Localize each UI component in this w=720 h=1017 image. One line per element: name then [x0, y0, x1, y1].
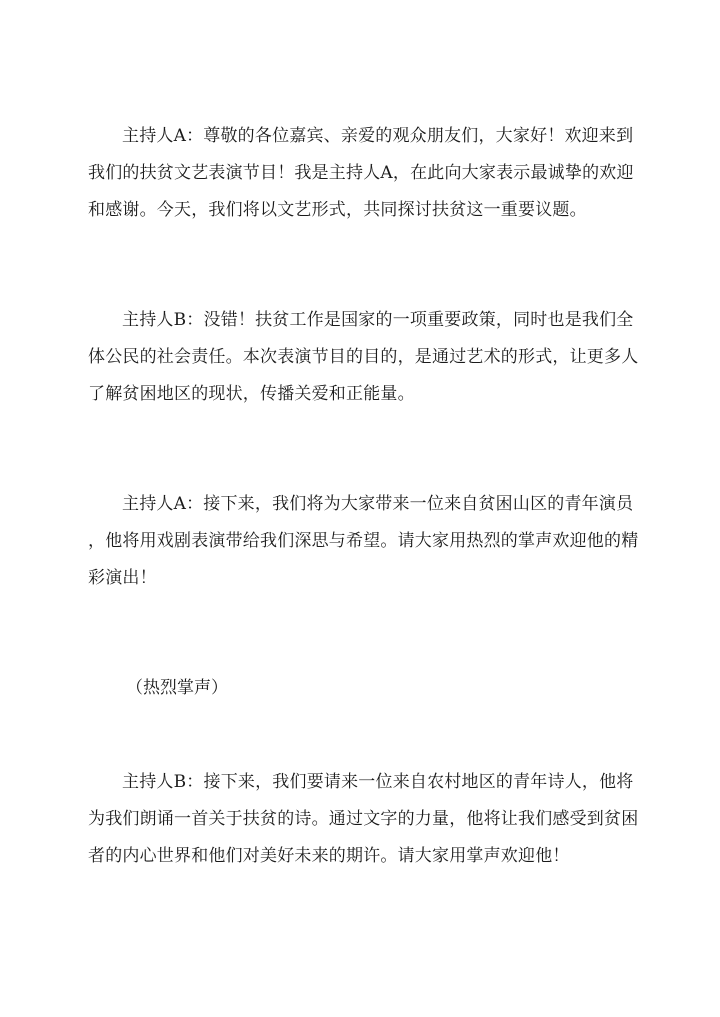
paragraph-line: 了解贫困地区的现状，传播关爱和正能量。 [88, 384, 415, 404]
paragraph-line: 为我们朗诵一首关于扶贫的诗。通过文字的力量，他将让我们感受到贫困 [88, 809, 639, 829]
paragraph-line: 我们的扶贫文艺表演节目！我是主持人A，在此向大家表示最诚挚的欢迎 [88, 163, 634, 183]
paragraph-host-b-poet [88, 764, 648, 875]
paragraph-line: 主持人A：尊敬的各位嘉宾、亲爱的观众朋友们，大家好！欢迎来到 [122, 126, 634, 146]
paragraph-line: 主持人A：接下来，我们将为大家带来一位来自贫困山区的青年演员 [122, 494, 634, 514]
paragraph-line: 和感谢。今天，我们将以文艺形式，共同探讨扶贫这一重要议题。 [88, 200, 587, 220]
paragraph-line: 彩演出！ [88, 568, 157, 588]
paragraph-line: 者的内心世界和他们对美好未来的期许。请大家用掌声欢迎他！ [88, 846, 570, 866]
paragraph-line: 主持人B：接下来，我们要请来一位来自农村地区的青年诗人，他将 [122, 772, 634, 792]
paragraph-host-a-actor [88, 486, 648, 597]
stage-direction-applause: （热烈掌声） [126, 678, 228, 698]
paragraph-line: 体公民的社会责任。本次表演节目的目的，是通过艺术的形式，让更多人 [88, 347, 639, 367]
paragraph-host-a-welcome [88, 118, 648, 229]
paragraph-line: ，他将用戏剧表演带给我们深思与希望。请大家用热烈的掌声欢迎他的精 [88, 531, 639, 551]
paragraph-host-b-policy [88, 302, 648, 413]
paragraph-line: 主持人B：没错！扶贫工作是国家的一项重要政策，同时也是我们全 [122, 310, 634, 330]
